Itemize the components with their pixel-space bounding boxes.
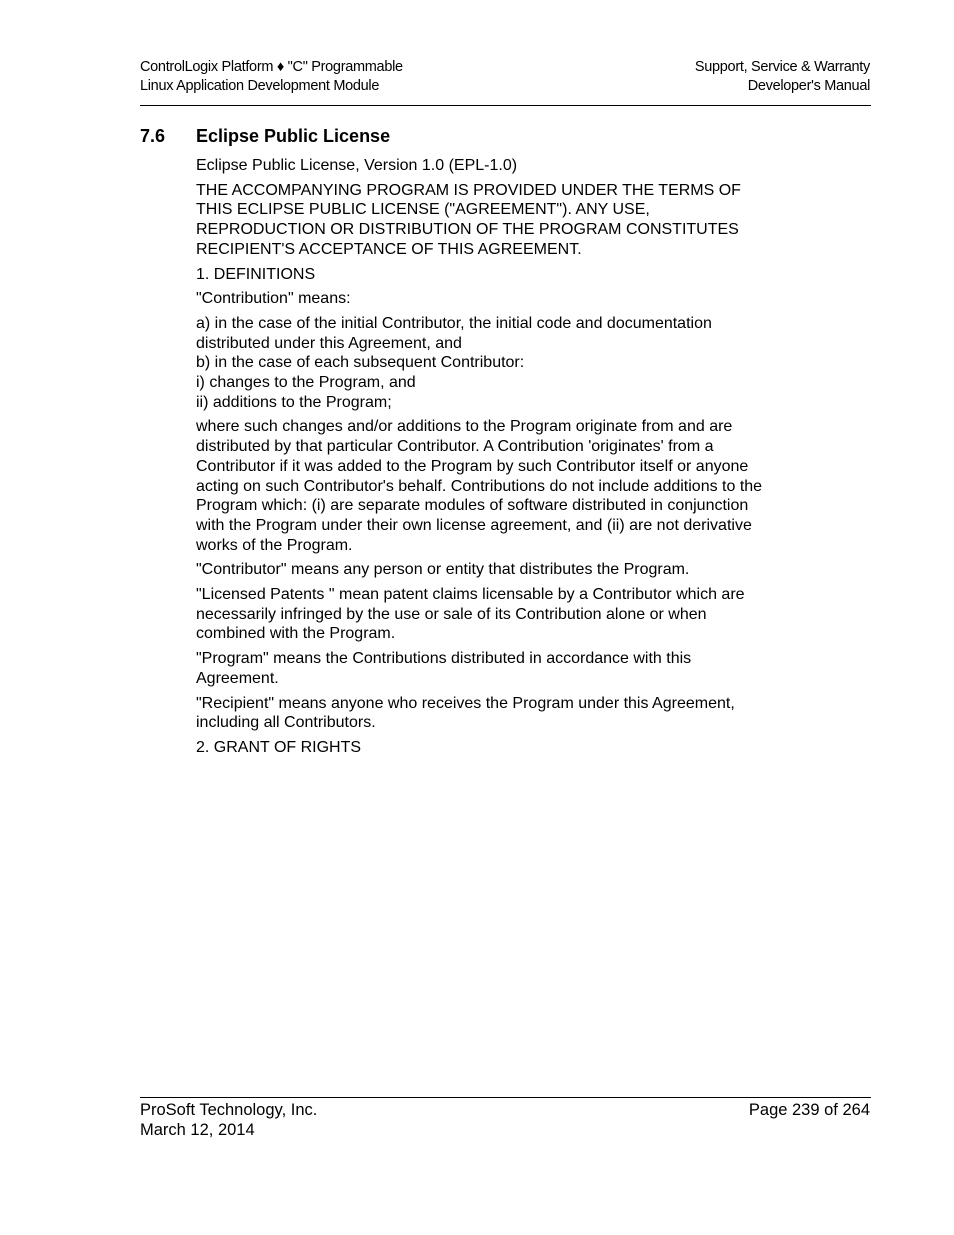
footer-company: ProSoft Technology, Inc. — [140, 1101, 318, 1119]
text-line: where such changes and/or additions to the Program originate from and are — [196, 418, 733, 436]
text-line: "Contribution" means: — [196, 290, 351, 308]
text-line: Program which: (i) are separate modules of software distributed in conjunction — [196, 497, 749, 515]
paragraph-licensed-patents-definition — [196, 585, 816, 644]
paragraph-contributor-definition — [196, 560, 816, 580]
text-line: REPRODUCTION OR DISTRIBUTION OF THE PROGRAM CONSTITUTES — [196, 221, 739, 239]
footer-date: March 12, 2014 — [140, 1121, 255, 1139]
paragraph-recipient-definition — [196, 694, 816, 733]
text-line: THIS ECLIPSE PUBLIC LICENSE ("AGREEMENT"). ANY USE, — [196, 201, 650, 219]
text-line: distributed by that particular Contributor. A Contribution 'originates' from a — [196, 438, 714, 456]
text-line: acting on such Contributor's behalf. Contributions do not include additions to the — [196, 477, 763, 495]
text-line: including all Contributors. — [196, 714, 376, 732]
paragraph-grant-of-rights-heading — [196, 738, 816, 758]
paragraph-terms-notice — [196, 181, 816, 260]
header-product-line-1: ControlLogix Platform ♦ "C" Programmable — [140, 59, 403, 75]
text-line: distributed under this Agreement, and — [196, 334, 462, 352]
text-line: Agreement. — [196, 669, 279, 687]
header-left — [140, 58, 403, 96]
text-line: b) in the case of each subsequent Contributor: — [196, 354, 525, 372]
text-line: with the Program under their own license agreement, and (ii) are not derivative — [196, 516, 752, 534]
text-line: a) in the case of the initial Contributor, the initial code and documentation — [196, 314, 712, 332]
section-title: Eclipse Public License — [196, 126, 391, 146]
text-line: "Licensed Patents " mean patent claims licensable by a Contributor which are — [196, 586, 745, 604]
paragraph-program-definition — [196, 649, 816, 688]
text-line: i) changes to the Program, and — [196, 374, 416, 392]
page-footer — [140, 1097, 871, 1139]
license-body — [196, 156, 816, 763]
page-header — [140, 57, 871, 106]
paragraph-contribution-cases — [196, 314, 816, 413]
text-line: 1. DEFINITIONS — [196, 265, 316, 283]
text-line: combined with the Program. — [196, 625, 396, 643]
text-line: works of the Program. — [196, 536, 353, 554]
section-heading — [140, 125, 390, 147]
paragraph-license-version — [196, 156, 816, 176]
text-line: "Contributor" means any person or entity that distributes the Program. — [196, 561, 690, 579]
text-line: "Program" means the Contributions distributed in accordance with this — [196, 650, 692, 668]
text-line: necessarily infringed by the use or sale of its Contribution alone or when — [196, 605, 707, 623]
footer-left — [140, 1100, 317, 1140]
text-line: RECIPIENT'S ACCEPTANCE OF THIS AGREEMENT. — [196, 240, 582, 258]
paragraph-definitions-heading — [196, 265, 816, 285]
paragraph-contribution-origin — [196, 417, 816, 555]
text-line: THE ACCOMPANYING PROGRAM IS PROVIDED UNDER THE TERMS OF — [196, 181, 741, 199]
footer-page-number: Page 239 of 264 — [748, 1101, 870, 1119]
text-line: Contributor if it was added to the Program by such Contributor itself or anyone — [196, 457, 749, 475]
text-line: 2. GRANT OF RIGHTS — [196, 738, 362, 756]
header-section-line-2: Developer's Manual — [747, 78, 870, 94]
paragraph-contribution-intro — [196, 289, 816, 309]
header-section-line-1: Support, Service & Warranty — [694, 59, 870, 75]
text-line: Eclipse Public License, Version 1.0 (EPL-1.0) — [196, 157, 518, 174]
header-product-line-2: Linux Application Development Module — [140, 78, 380, 94]
section-number: 7.6 — [140, 126, 166, 146]
text-line: "Recipient" means anyone who receives the Program under this Agreement, — [196, 694, 735, 712]
text-line: ii) additions to the Program; — [196, 393, 392, 411]
header-right — [695, 58, 870, 96]
